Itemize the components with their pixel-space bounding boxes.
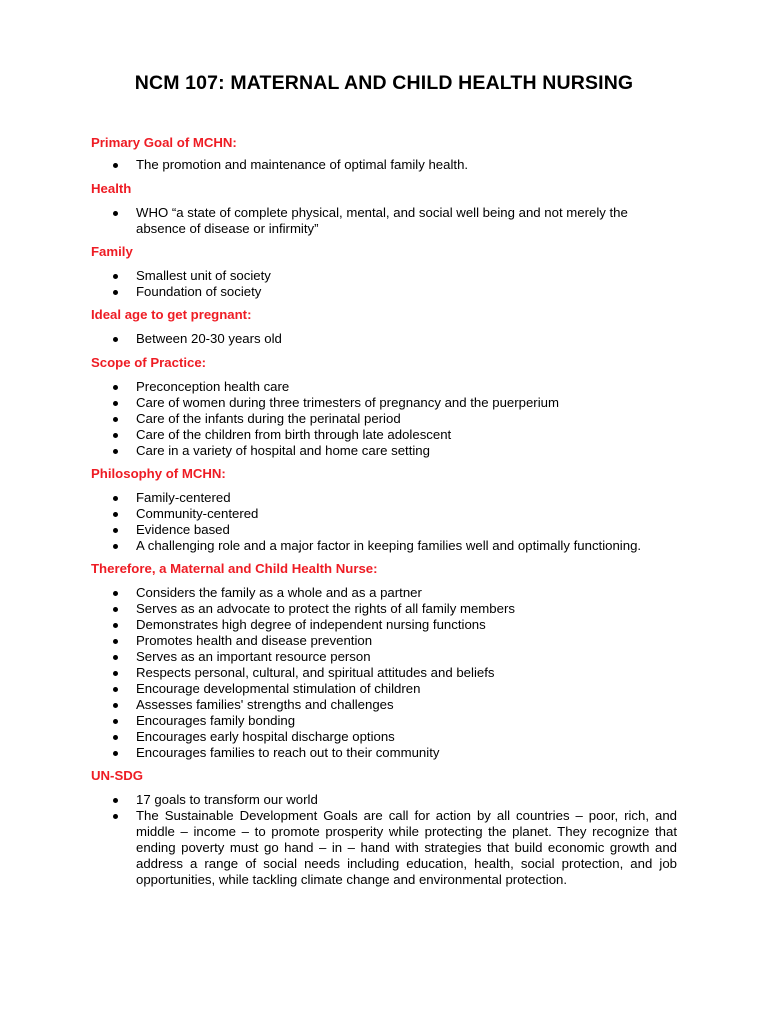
bullet-list — [91, 157, 677, 173]
list-item-text: The promotion and maintenance of optimal family health. — [136, 157, 469, 172]
list-item-text: 17 goals to transform our world — [136, 792, 318, 807]
bullet-icon — [113, 814, 118, 819]
list-item-text: Between 20-30 years old — [136, 331, 282, 346]
bullet-icon — [113, 274, 118, 279]
list-item-text: Care of the children from birth through late adolescent — [136, 427, 452, 442]
list-item — [91, 808, 677, 888]
list-item — [91, 205, 677, 237]
section-heading: Philosophy of MCHN: — [91, 466, 226, 481]
list-item — [91, 729, 677, 745]
bullet-icon — [113, 687, 118, 692]
section-family — [91, 244, 677, 300]
section-ideal-age — [91, 307, 677, 347]
list-item — [91, 443, 677, 459]
list-item-text: Serves as an advocate to protect the rights of all family members — [136, 601, 515, 616]
bullet-icon — [113, 591, 118, 596]
section-philosophy — [91, 466, 677, 554]
bullet-icon — [113, 623, 118, 628]
list-item-text: The Sustainable Development Goals are call for action by all countries – poor, rich, and middle – income – to promote prosperity while protecting the planet. They recognize that ending poverty must go hand – in – hand with strategies that build economic growth and address a range of social needs including education, health, social protection, and job opportunities, while tackling climate change and environmental protection. — [136, 808, 677, 887]
bullet-icon — [113, 496, 118, 501]
section-scope-of-practice — [91, 355, 677, 459]
bullet-icon — [113, 385, 118, 390]
bullet-list — [91, 490, 677, 554]
section-heading: Scope of Practice: — [91, 355, 207, 370]
list-item — [91, 157, 677, 173]
list-item-text: Demonstrates high degree of independent nursing functions — [136, 617, 486, 632]
bullet-list — [91, 205, 677, 237]
bullet-icon — [113, 751, 118, 756]
bullet-icon — [113, 655, 118, 660]
list-item-text: Care of the infants during the perinatal period — [136, 411, 401, 426]
list-item-text: Evidence based — [136, 522, 230, 537]
bullet-icon — [113, 433, 118, 438]
bullet-icon — [113, 417, 118, 422]
list-item-text: Foundation of society — [136, 284, 262, 299]
bullet-icon — [113, 337, 118, 342]
document-title: NCM 107: MATERNAL AND CHILD HEALTH NURSING — [134, 72, 634, 94]
list-item-text: Smallest unit of society — [136, 268, 271, 283]
list-item — [91, 697, 677, 713]
bullet-icon — [113, 671, 118, 676]
section-health — [91, 181, 677, 237]
section-heading: Therefore, a Maternal and Child Health Nurse: — [91, 561, 378, 576]
list-item — [91, 633, 677, 649]
section-heading: Health — [91, 181, 132, 196]
bullet-icon — [113, 290, 118, 295]
bullet-list — [91, 379, 677, 459]
bullet-icon — [113, 401, 118, 406]
list-item-text: Care in a variety of hospital and home care setting — [136, 443, 430, 458]
bullet-icon — [113, 719, 118, 724]
bullet-list — [91, 331, 677, 347]
bullet-icon — [113, 512, 118, 517]
list-item-text: Preconception health care — [136, 379, 290, 394]
list-item — [91, 713, 677, 729]
list-item — [91, 617, 677, 633]
list-item — [91, 745, 677, 761]
list-item — [91, 331, 677, 347]
section-heading: Ideal age to get pregnant: — [91, 307, 252, 322]
list-item — [91, 681, 677, 697]
bullet-list — [91, 792, 677, 888]
section-heading: Primary Goal of MCHN: — [91, 135, 237, 150]
bullet-icon — [113, 449, 118, 454]
list-item-text: WHO “a state of complete physical, mental, and social well being and not merely the absence of disease or infirmity” — [136, 205, 628, 236]
list-item — [91, 649, 677, 665]
list-item — [91, 601, 677, 617]
section-primary-goal — [91, 135, 677, 173]
bullet-icon — [113, 607, 118, 612]
section-heading: UN-SDG — [91, 768, 144, 783]
list-item-text: Encourages families to reach out to their community — [136, 745, 440, 760]
list-item — [91, 792, 677, 808]
list-item — [91, 522, 677, 538]
list-item-text: Respects personal, cultural, and spiritual attitudes and beliefs — [136, 665, 495, 680]
list-item — [91, 268, 677, 284]
section-un-sdg — [91, 768, 677, 888]
bullet-list — [91, 585, 677, 761]
list-item — [91, 284, 677, 300]
list-item-text: Serves as an important resource person — [136, 649, 371, 664]
bullet-icon — [113, 544, 118, 549]
bullet-icon — [113, 798, 118, 803]
list-item-text: Care of women during three trimesters of pregnancy and the puerperium — [136, 395, 559, 410]
bullet-icon — [113, 528, 118, 533]
list-item-text: Encourages family bonding — [136, 713, 296, 728]
section-heading: Family — [91, 244, 133, 259]
list-item — [91, 427, 677, 443]
list-item — [91, 538, 677, 554]
bullet-icon — [113, 211, 118, 216]
section-mch-nurse — [91, 561, 677, 761]
list-item — [91, 379, 677, 395]
bullet-icon — [113, 703, 118, 708]
list-item-text: A challenging role and a major factor in keeping families well and optimally functioning. — [136, 538, 642, 553]
list-item — [91, 585, 677, 601]
list-item-text: Encourages early hospital discharge options — [136, 729, 395, 744]
list-item-text: Family-centered — [136, 490, 231, 505]
list-item — [91, 506, 677, 522]
list-item — [91, 490, 677, 506]
bullet-list — [91, 268, 677, 300]
list-item-text: Promotes health and disease prevention — [136, 633, 373, 648]
bullet-icon — [113, 639, 118, 644]
bullet-icon — [113, 735, 118, 740]
bullet-icon — [113, 163, 118, 168]
list-item-text: Considers the family as a whole and as a partner — [136, 585, 422, 600]
list-item — [91, 395, 677, 411]
list-item-text: Encourage developmental stimulation of children — [136, 681, 421, 696]
list-item — [91, 665, 677, 681]
list-item — [91, 411, 677, 427]
list-item-text: Community-centered — [136, 506, 259, 521]
list-item-text: Assesses families' strengths and challenges — [136, 697, 394, 712]
